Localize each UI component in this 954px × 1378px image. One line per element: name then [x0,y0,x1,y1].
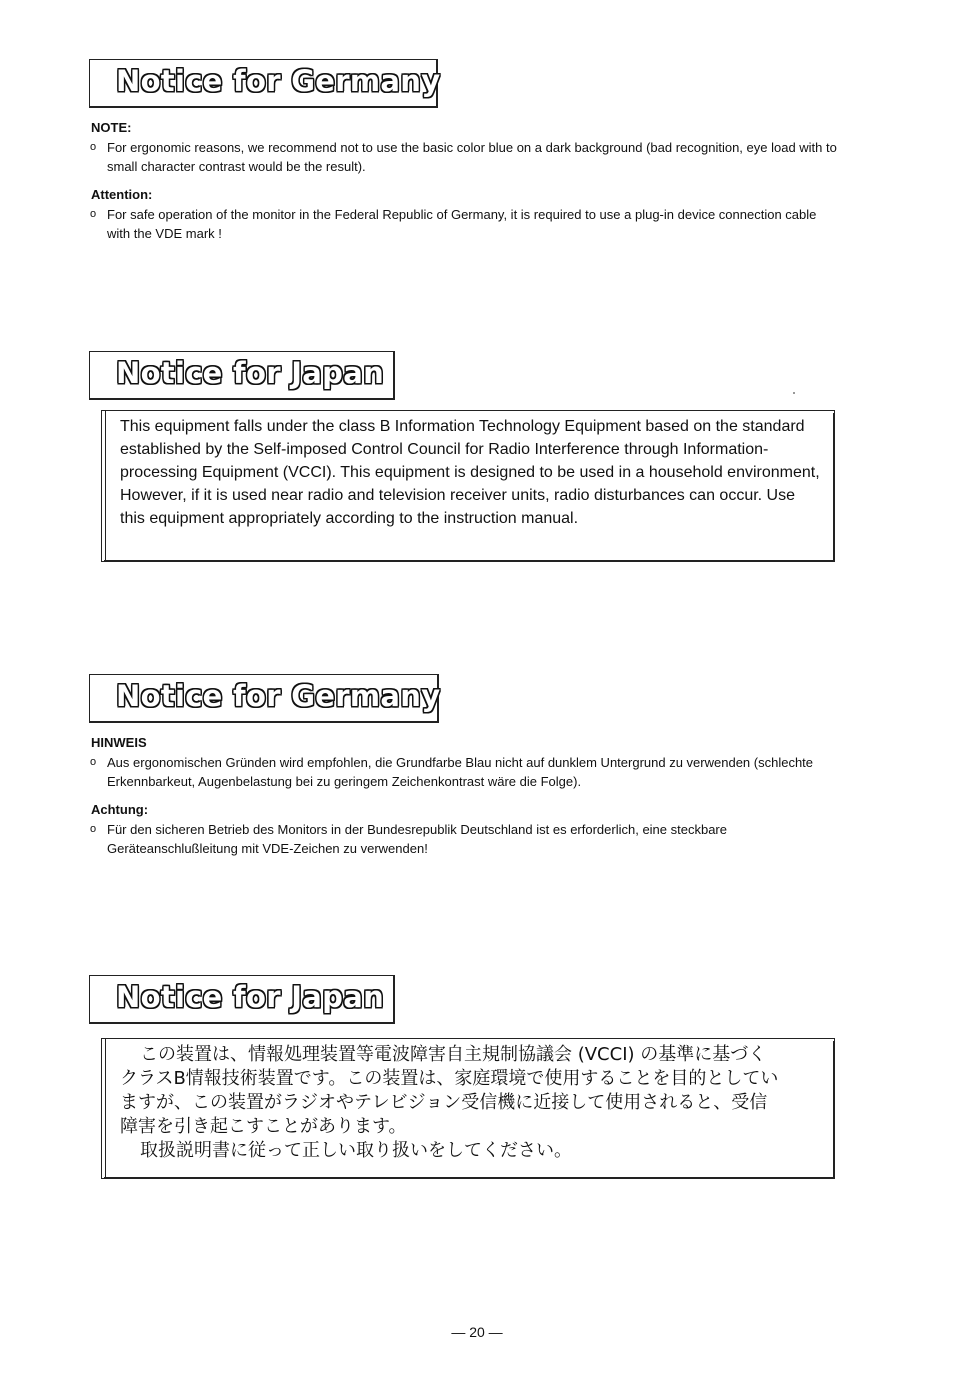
note-heading: NOTE: [91,120,132,135]
jp-line: クラスB情報技術装置です。この装置は、家庭環境で使用することを目的としてい [120,1068,779,1089]
jp-line: ますが、この装置がラジオやテレビジョン受信機に近接して使用されると、受信 [120,1092,768,1113]
bullet-icon: o [90,823,97,835]
germany-en-title-box [89,59,441,108]
attention-paragraph [90,205,835,243]
hinweis-heading: HINWEIS [91,735,147,750]
bullet-icon: o [90,756,97,768]
japan-en-title-box [89,351,395,400]
bullet-icon: o [90,208,97,220]
achtung-text: Für den sicheren Betrieb des Monitors in der Bundesrepublik Deutschland ist es erforderlich, eine steckbare Geräteanschlußleitung mit VDE-Zeichen zu verwenden! [107,822,727,856]
hinweis-text: Aus ergonomischen Gründen wird empfohlen, die Grundfarbe Blau nicht auf dunklem Untergrund zu verwenden (schlechte Erkennbarkeut, Augenbelastung bei zu geringem Zeichenkontrast wäre die Folge). [107,755,814,789]
page-number: — 20 — [451,1324,503,1340]
bullet-icon: o [90,141,97,153]
japan-en-body: This equipment falls under the class B Information Technology Equipment based on the standard established by the Self-imposed Control Council for Radio Interference through Information-processing Equipment (VCCI). This equipment is designed to be used in a household environment, However, if it is used near radio and television receiver units, radio disturbances can occur. Use this equipment appropriately according to the instruction manual. [120,418,820,527]
attention-text: For safe operation of the monitor in the Federal Republic of Germany, it is required to use a plug-in device connection cable with the VDE mark ! [107,207,817,241]
germany-en-title: Notice for Germany [116,64,441,98]
japan-en-title: Notice for Japan [116,356,385,390]
jp-line: この装置は、情報処理装置等電波障害自主規制協議会 (VCCI) の基準に基づく [140,1044,767,1065]
note-paragraph [90,138,860,176]
frame-inner-line [105,1039,106,1178]
attention-heading: Attention: [91,187,153,202]
note-text: For ergonomic reasons, we recommend not to use the basic color blue on a dark background (bad recognition, eye load with to small character contrast would be the result). [107,140,837,174]
germany-de-title-box [89,674,439,723]
stray-mark [793,392,795,394]
achtung-paragraph [90,820,850,858]
hinweis-paragraph [90,753,835,791]
frame-inner-line [105,411,106,561]
achtung-heading: Achtung: [91,802,149,817]
japan-jp-notice-frame [101,1038,835,1179]
japan-jp-title-box [89,975,395,1024]
jp-line: 障害を引き起こすことがあります。 [120,1116,407,1137]
japan-jp-title: Notice for Japan [116,980,385,1014]
japan-jp-body [102,1039,834,1163]
japan-en-notice-frame [101,410,835,562]
jp-line: 取扱説明書に従って正しい取り扱いをしてください。 [140,1140,572,1161]
germany-de-title: Notice for Germany [116,679,441,713]
